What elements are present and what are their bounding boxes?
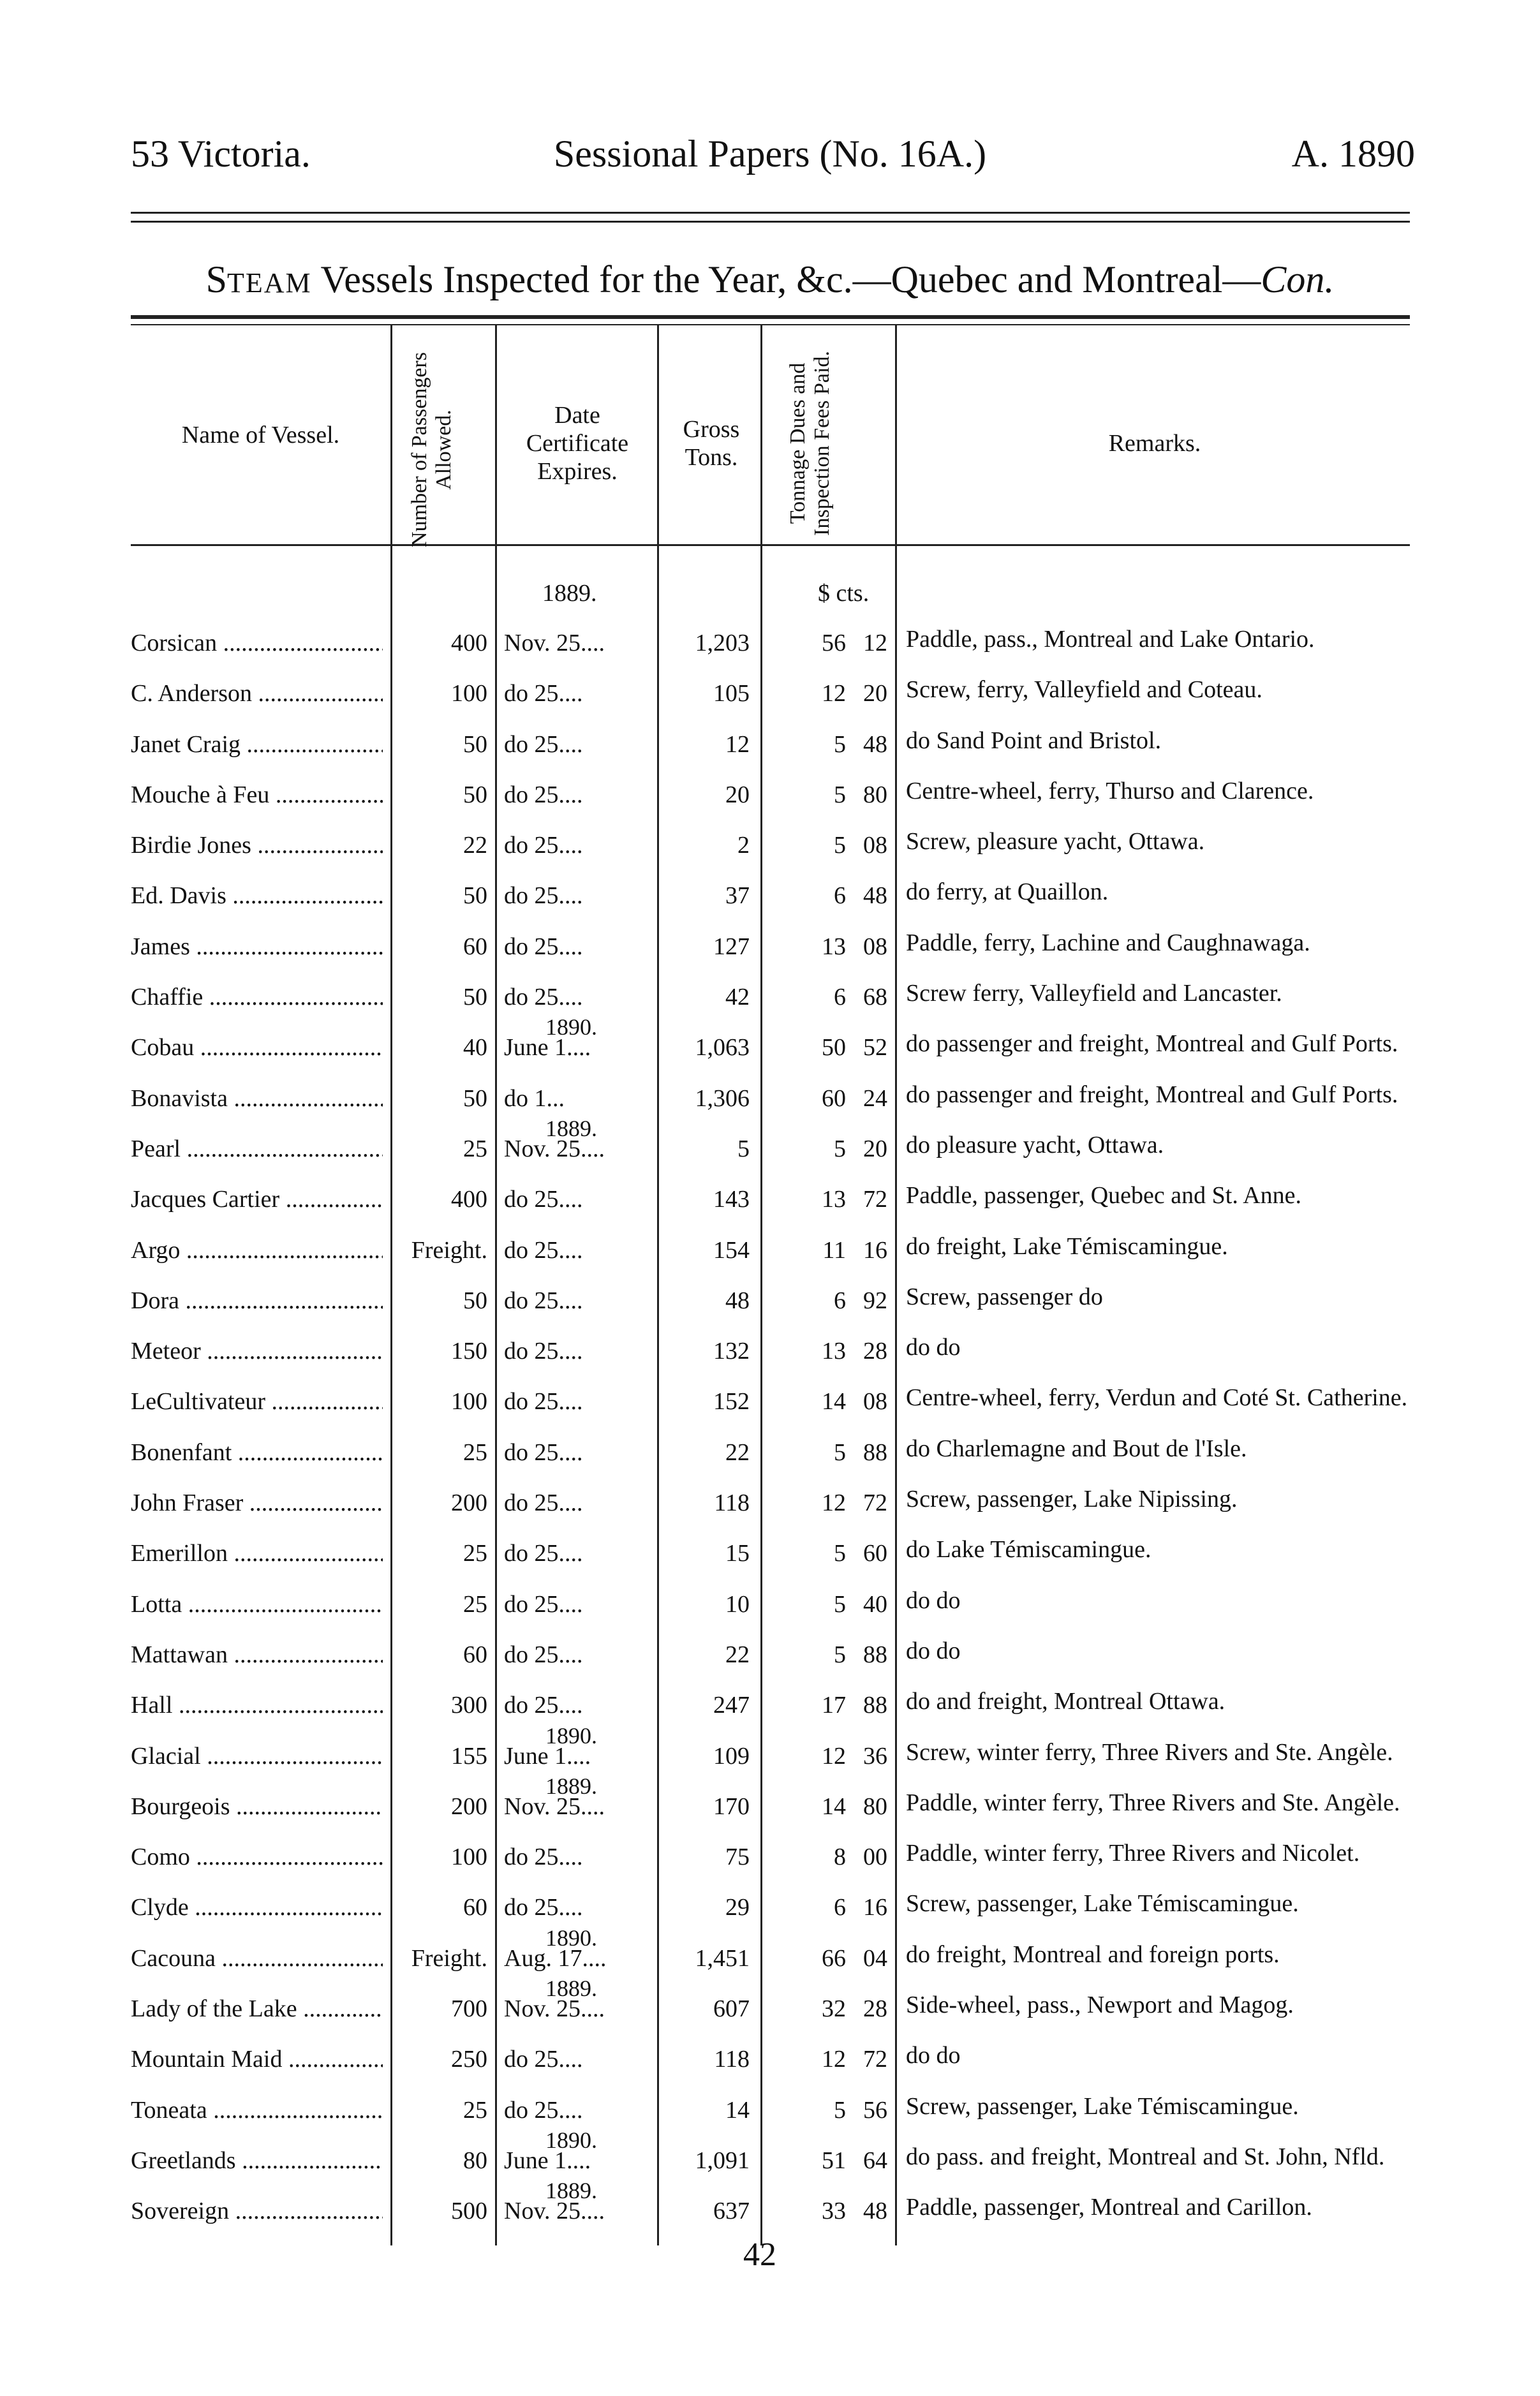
remarks-text: Paddle, ferry, Lachine and Caughnawaga. (906, 929, 1310, 956)
fees-dollars: 6 (834, 882, 846, 910)
table-row (0, 1687, 1540, 1738)
table-row (0, 1232, 1540, 1283)
vessel-name: Clyde ..... (131, 1893, 383, 1921)
fees-dollars: 5 (834, 1641, 846, 1668)
remarks-text: do ferry, at Quaillon. (906, 878, 1109, 906)
table-row (0, 2041, 1540, 2092)
fees-cents: 36 (863, 1742, 887, 1770)
vessel-name: Greetlands ..... (131, 2147, 383, 2175)
table-row (0, 676, 1540, 726)
table-row (0, 1435, 1540, 1485)
passengers-allowed: 25 (463, 1590, 487, 1618)
remarks-text: do pass. and freight, Montreal and St. John, Nfld. (906, 2143, 1385, 2170)
table-row (0, 1586, 1540, 1637)
gross-tons: 1,203 (695, 630, 750, 656)
fees-dollars: 13 (822, 1338, 846, 1365)
certificate-expiry: do 25.... (504, 1844, 583, 1871)
vessel-name: Dora ..... (131, 1287, 383, 1315)
remarks-text: Screw, passenger, Lake Témiscamingue. (906, 2092, 1299, 2120)
fees-cents: 20 (863, 1135, 887, 1162)
fees-dollars: 33 (822, 2198, 846, 2225)
fees-cents: 04 (863, 1944, 887, 1972)
fees-dollars: 66 (822, 1944, 846, 1972)
fees-cents: 40 (863, 1590, 887, 1618)
fees-dollars: 13 (822, 933, 846, 960)
table-row (0, 878, 1540, 928)
running-head-center: Sessional Papers (No. 16A.) (553, 133, 987, 175)
table-row (0, 1081, 1540, 1131)
fees-cents: 56 (863, 2096, 887, 2124)
passengers-allowed: 25 (463, 2096, 487, 2124)
passengers-allowed: 60 (463, 1641, 487, 1668)
remarks-text: do passenger and freight, Montreal and Gulf Ports. (906, 1030, 1398, 1058)
fees-dollars: 5 (834, 781, 846, 808)
remarks-text: Screw, passenger do (906, 1283, 1103, 1310)
col-header-remarks: Remarks. (1108, 430, 1201, 457)
remarks-text: Paddle, winter ferry, Three Rivers and Ste. Angèle. (906, 1789, 1400, 1816)
gross-tons: 170 (713, 1793, 750, 1820)
vessel-name: James ..... (131, 933, 383, 961)
gross-tons: 118 (714, 1490, 750, 1517)
passengers-allowed: Freight. (411, 1236, 487, 1264)
certificate-expiry: do 25.... (504, 984, 583, 1011)
fees-cents: 28 (863, 1995, 887, 2023)
gross-tons: 5 (737, 1135, 750, 1162)
remarks-text: do Sand Point and Bristol. (906, 727, 1162, 754)
gross-tons: 75 (725, 1844, 750, 1871)
remarks-text: Screw, winter ferry, Three Rivers and Ste. Angèle. (906, 1738, 1393, 1766)
table-row (0, 625, 1540, 676)
remarks-text: Screw ferry, Valleyfield and Lancaster. (906, 980, 1282, 1007)
fees-cents: 48 (863, 730, 887, 758)
fees-cents: 12 (863, 630, 887, 656)
fees-cents: 80 (863, 1793, 887, 1820)
gross-tons: 1,063 (695, 1034, 750, 1061)
certificate-expiry: do 25.... (504, 832, 583, 859)
fees-dollars: 17 (822, 1692, 846, 1719)
table-rule-top-thick (131, 315, 1410, 319)
table-row (0, 1333, 1540, 1384)
remarks-text: Paddle, winter ferry, Three Rivers and Nicolet. (906, 1840, 1360, 1867)
fees-dollars: 5 (834, 730, 846, 758)
certificate-expiry: do 25.... (504, 1287, 583, 1314)
fees-dollars: 60 (822, 1084, 846, 1112)
table-row (0, 979, 1540, 1030)
fees-cents: 88 (863, 1641, 887, 1668)
fees-cents: 16 (863, 1894, 887, 1921)
header-rule-bottom (131, 221, 1410, 223)
fees-dollars: 14 (822, 1388, 846, 1416)
remarks-text: do Lake Témiscamingue. (906, 1536, 1151, 1564)
vessel-name: Cacouna ..... (131, 1944, 383, 1972)
table-row (0, 1773, 1540, 1839)
col-header-name: Name of Vessel. (181, 421, 340, 448)
passengers-allowed: 100 (451, 1388, 487, 1416)
passengers-allowed: 50 (463, 1287, 487, 1314)
certificate-expiry: do 25.... (504, 730, 583, 758)
table-row (0, 1637, 1540, 1687)
passengers-allowed: 200 (451, 1490, 487, 1517)
gross-tons: 48 (725, 1287, 750, 1314)
certificate-expiry: do 25.... (504, 882, 583, 910)
remarks-text: Screw, passenger, Lake Nipissing. (906, 1486, 1238, 1513)
gross-tons: 10 (725, 1590, 750, 1618)
certificate-expiry: do 25.... (504, 1641, 583, 1668)
remarks-text: Screw, passenger, Lake Témiscamingue. (906, 1890, 1299, 1918)
certificate-expiry: June 1.... (504, 1742, 591, 1770)
certificate-expiry: June 1.... (504, 1034, 591, 1061)
table-row (0, 727, 1540, 777)
fees-cents: 16 (863, 1236, 887, 1264)
table-row (0, 1014, 1540, 1080)
passengers-allowed: 50 (463, 882, 487, 910)
year-marker: 1890. (545, 2127, 597, 2153)
table-row (0, 1925, 1540, 1991)
passengers-allowed: 50 (463, 781, 487, 808)
remarks-text: do do (906, 1586, 961, 1614)
vessel-name: Cobau ..... (131, 1033, 383, 1061)
passengers-allowed: 25 (463, 1135, 487, 1162)
vessel-name: Bonenfant ..... (131, 1438, 383, 1467)
remarks-text: do freight, Montreal and foreign ports. (906, 1941, 1280, 1968)
table-row (0, 1839, 1540, 1889)
vessel-name: Janet Craig ..... (131, 730, 383, 758)
vessel-name: Corsican ..... (131, 629, 383, 657)
certificate-expiry: do 1... (504, 1084, 565, 1112)
passengers-allowed: 200 (451, 1793, 487, 1820)
fees-cents: 28 (863, 1338, 887, 1365)
remarks-text: Screw, ferry, Valleyfield and Coteau. (906, 676, 1262, 704)
gross-tons: 1,091 (695, 2147, 750, 2174)
gross-tons: 22 (725, 1641, 750, 1668)
gross-tons: 247 (713, 1692, 750, 1719)
passengers-allowed: Freight. (411, 1944, 487, 1972)
vessel-name: Emerillon ..... (131, 1539, 383, 1567)
passengers-allowed: 100 (451, 680, 487, 707)
fees-dollars: 56 (822, 630, 846, 656)
fees-dollars: 32 (822, 1995, 846, 2023)
fees-cents: 08 (863, 933, 887, 960)
col-header-passengers: Number of Passengers Allowed. (408, 352, 455, 547)
fees-cents: 48 (863, 2198, 887, 2225)
vessel-name: Jacques Cartier ..... (131, 1185, 383, 1213)
gross-tons: 29 (725, 1894, 750, 1921)
gross-tons: 607 (713, 1995, 750, 2023)
certificate-expiry: do 25.... (504, 1490, 583, 1517)
certificate-expiry: Nov. 25.... (504, 630, 605, 656)
running-head-right: A. 1890 (1291, 133, 1415, 175)
passengers-allowed: 150 (451, 1338, 487, 1365)
fees-dollars: 6 (834, 1894, 846, 1921)
fees-dollars: 51 (822, 2147, 846, 2174)
year-marker: 1889. (545, 2178, 597, 2204)
certificate-expiry: do 25.... (504, 1692, 583, 1719)
remarks-text: do pleasure yacht, Ottawa. (906, 1131, 1164, 1158)
gross-tons: 154 (713, 1236, 750, 1264)
passengers-allowed: 60 (463, 1894, 487, 1921)
table-rule-header-bottom (131, 544, 1410, 546)
passengers-allowed: 300 (451, 1692, 487, 1719)
fees-dollars: 8 (834, 1844, 846, 1871)
year-marker: 1890. (545, 1722, 597, 1749)
gross-tons: 20 (725, 781, 750, 808)
fees-cents: 72 (863, 1490, 887, 1517)
remarks-text: Centre-wheel, ferry, Thurso and Clarence. (906, 777, 1314, 804)
vessel-name: Hall ..... (131, 1691, 383, 1719)
vessel-name: Glacial ..... (131, 1742, 383, 1770)
fees-dollars: 14 (822, 1793, 846, 1820)
vessel-name: LeCultivateur ..... (131, 1387, 383, 1416)
year-marker: 1890. (545, 1014, 597, 1040)
fees-cents: 88 (863, 1438, 887, 1466)
fees-dollars: 12 (822, 2046, 846, 2073)
remarks-text: Paddle, passenger, Quebec and St. Anne. (906, 1182, 1302, 1209)
fees-dollars: 5 (834, 1590, 846, 1618)
fees-cents: 00 (863, 1844, 887, 1871)
table-row (0, 777, 1540, 827)
table-row (0, 2127, 1540, 2193)
vessel-name: C. Anderson ..... (131, 679, 383, 707)
fees-cents: 88 (863, 1692, 887, 1719)
gross-tons: 109 (713, 1742, 750, 1770)
subheader-year: 1889. (542, 580, 597, 607)
certificate-expiry: do 25.... (504, 2046, 583, 2073)
passengers-allowed: 100 (451, 1844, 487, 1871)
passengers-allowed: 400 (451, 630, 487, 656)
passengers-allowed: 155 (451, 1742, 487, 1770)
fees-dollars: 5 (834, 832, 846, 859)
certificate-expiry: do 25.... (504, 1438, 583, 1466)
fees-cents: 08 (863, 1388, 887, 1416)
year-marker: 1889. (545, 1115, 597, 1141)
vessel-name: Lotta ..... (131, 1590, 383, 1618)
passengers-allowed: 700 (451, 1995, 487, 2023)
page-title (0, 254, 1540, 309)
fees-cents: 92 (863, 1287, 887, 1314)
vessel-name: Toneata ..... (131, 2096, 383, 2124)
remarks-text: do do (906, 2042, 961, 2069)
fees-dollars: 50 (822, 1034, 846, 1061)
passengers-allowed: 25 (463, 1438, 487, 1466)
passengers-allowed: 50 (463, 730, 487, 758)
certificate-expiry: do 25.... (504, 1186, 583, 1213)
gross-tons: 15 (725, 1540, 750, 1567)
passengers-allowed: 500 (451, 2198, 487, 2225)
gross-tons: 118 (714, 2046, 750, 2073)
remarks-text: do Charlemagne and Bout de l'Isle. (906, 1435, 1247, 1462)
certificate-expiry: do 25.... (504, 1338, 583, 1365)
vessel-name: Lady of the Lake ..... (131, 1995, 383, 2023)
year-marker: 1889. (545, 1976, 597, 2002)
fees-dollars: 13 (822, 1186, 846, 1213)
vessel-name: Bonavista ..... (131, 1084, 383, 1113)
fees-cents: 72 (863, 2046, 887, 2073)
table-row (0, 1976, 1540, 2041)
vessel-name: Birdie Jones ..... (131, 831, 383, 859)
gross-tons: 1,306 (695, 1084, 750, 1112)
vessel-name: Pearl ..... (131, 1135, 383, 1163)
table-row (0, 1181, 1540, 1232)
fees-cents: 20 (863, 680, 887, 707)
gross-tons: 143 (713, 1186, 750, 1213)
gross-tons: 132 (713, 1338, 750, 1365)
running-head-left: 53 Victoria. (131, 133, 311, 175)
passengers-allowed: 22 (463, 832, 487, 859)
gross-tons: 42 (725, 984, 750, 1011)
certificate-expiry: Nov. 25.... (504, 1135, 605, 1162)
certificate-expiry: do 25.... (504, 1236, 583, 1264)
remarks-text: do do (906, 1637, 961, 1664)
certificate-expiry: do 25.... (504, 1894, 583, 1921)
fees-dollars: 11 (822, 1236, 846, 1264)
vessel-name: Sovereign ..... (131, 2197, 383, 2225)
passengers-allowed: 250 (451, 2046, 487, 2073)
gross-tons: 637 (713, 2198, 750, 2225)
vessel-table-body (0, 625, 1540, 2244)
table-row (0, 1283, 1540, 1333)
gross-tons: 37 (725, 882, 750, 910)
gross-tons: 1,451 (695, 1944, 750, 1972)
fees-cents: 80 (863, 781, 887, 808)
passengers-allowed: 25 (463, 1540, 487, 1567)
table-row (0, 1535, 1540, 1586)
gross-tons: 14 (725, 2096, 750, 2124)
fees-dollars: 5 (834, 1438, 846, 1466)
vessel-name: Meteor ..... (131, 1337, 383, 1365)
fees-cents: 24 (863, 1084, 887, 1112)
title-small-caps-first: S (205, 258, 227, 300)
fees-dollars: 6 (834, 1287, 846, 1314)
year-marker: 1889. (545, 1773, 597, 1799)
fees-cents: 52 (863, 1034, 887, 1061)
fees-dollars: 5 (834, 1135, 846, 1162)
passengers-allowed: 400 (451, 1186, 487, 1213)
col-header-dues: Tonnage Dues and Inspection Fees Paid. (786, 351, 834, 536)
certificate-expiry: Nov. 25.... (504, 2198, 605, 2225)
certificate-expiry: Nov. 25.... (504, 1793, 605, 1820)
passengers-allowed: 50 (463, 984, 487, 1011)
remarks-text: do freight, Lake Témiscamingue. (906, 1232, 1228, 1260)
remarks-text: Paddle, pass., Montreal and Lake Ontario. (906, 626, 1315, 653)
col-header-date: Date Certificate Expires. (526, 402, 629, 485)
title-italic-tail: Con. (1261, 258, 1335, 300)
fees-dollars: 12 (822, 680, 846, 707)
table-row (0, 929, 1540, 979)
fees-dollars: 12 (822, 1490, 846, 1517)
table-row (0, 1722, 1540, 1789)
table-row (0, 2092, 1540, 2143)
vessel-name: Ed. Davis ..... (131, 882, 383, 910)
vessel-name: John Fraser ..... (131, 1489, 383, 1517)
certificate-expiry: do 25.... (504, 781, 583, 808)
certificate-expiry: do 25.... (504, 2096, 583, 2124)
remarks-text: Screw, pleasure yacht, Ottawa. (906, 828, 1205, 855)
fees-cents: 08 (863, 832, 887, 859)
fees-dollars: 5 (834, 1540, 846, 1567)
header-rule-top (131, 212, 1410, 214)
vessel-name: Mattawan ..... (131, 1641, 383, 1669)
gross-tons: 12 (725, 730, 750, 758)
table-row (0, 1485, 1540, 1535)
certificate-expiry: do 25.... (504, 1540, 583, 1567)
fees-cents: 72 (863, 1186, 887, 1213)
vessel-name: Bourgeois ..... (131, 1793, 383, 1821)
fees-dollars: 12 (822, 1742, 846, 1770)
table-row (0, 1115, 1540, 1181)
fees-cents: 60 (863, 1540, 887, 1567)
fees-cents: 48 (863, 882, 887, 910)
gross-tons: 152 (713, 1388, 750, 1416)
year-marker: 1890. (545, 1925, 597, 1951)
certificate-expiry: June 1.... (504, 2147, 591, 2174)
fees-dollars: 6 (834, 984, 846, 1011)
remarks-text: Side-wheel, pass., Newport and Magog. (906, 1992, 1294, 2019)
certificate-expiry: do 25.... (504, 933, 583, 960)
certificate-expiry: do 25.... (504, 1388, 583, 1416)
col-header-gross: Gross Tons. (683, 416, 740, 471)
certificate-expiry: do 25.... (504, 1590, 583, 1618)
table-row (0, 827, 1540, 878)
certificate-expiry: Nov. 25.... (504, 1995, 605, 2023)
passengers-allowed: 60 (463, 933, 487, 960)
subheader-currency: $ cts. (818, 580, 870, 607)
gross-tons: 22 (725, 1438, 750, 1466)
remarks-text: Centre-wheel, ferry, Verdun and Coté St. Catherine. (906, 1384, 1408, 1412)
passengers-allowed: 40 (463, 1034, 487, 1061)
certificate-expiry: do 25.... (504, 680, 583, 707)
page-number: 42 (743, 2237, 776, 2273)
vessel-name: Como ..... (131, 1843, 383, 1871)
gross-tons: 2 (737, 832, 750, 859)
remarks-text: Paddle, passenger, Montreal and Carillon. (906, 2194, 1312, 2221)
fees-cents: 64 (863, 2147, 887, 2174)
certificate-expiry: Aug. 17.... (504, 1944, 607, 1972)
vessel-name: Mountain Maid ..... (131, 2045, 383, 2073)
gross-tons: 105 (713, 680, 750, 707)
fees-cents: 68 (863, 984, 887, 1011)
passengers-allowed: 80 (463, 2147, 487, 2174)
remarks-text: do do (906, 1334, 961, 1361)
fees-dollars: 5 (834, 2096, 846, 2124)
vessel-name: Chaffie ..... (131, 983, 383, 1011)
table-row (0, 1384, 1540, 1434)
vessel-name: Argo ..... (131, 1236, 383, 1264)
remarks-text: do passenger and freight, Montreal and Gulf Ports. (906, 1081, 1398, 1108)
gross-tons: 127 (713, 933, 750, 960)
title-small-caps-rest: TEAM (226, 267, 312, 299)
vessel-name: Mouche à Feu ..... (131, 781, 383, 809)
title-main: Vessels Inspected for the Year, &c.—Quebec and Montreal— (311, 258, 1261, 300)
passengers-allowed: 50 (463, 1084, 487, 1112)
table-row (0, 1889, 1540, 1940)
remarks-text: do and freight, Montreal Ottawa. (906, 1688, 1225, 1715)
